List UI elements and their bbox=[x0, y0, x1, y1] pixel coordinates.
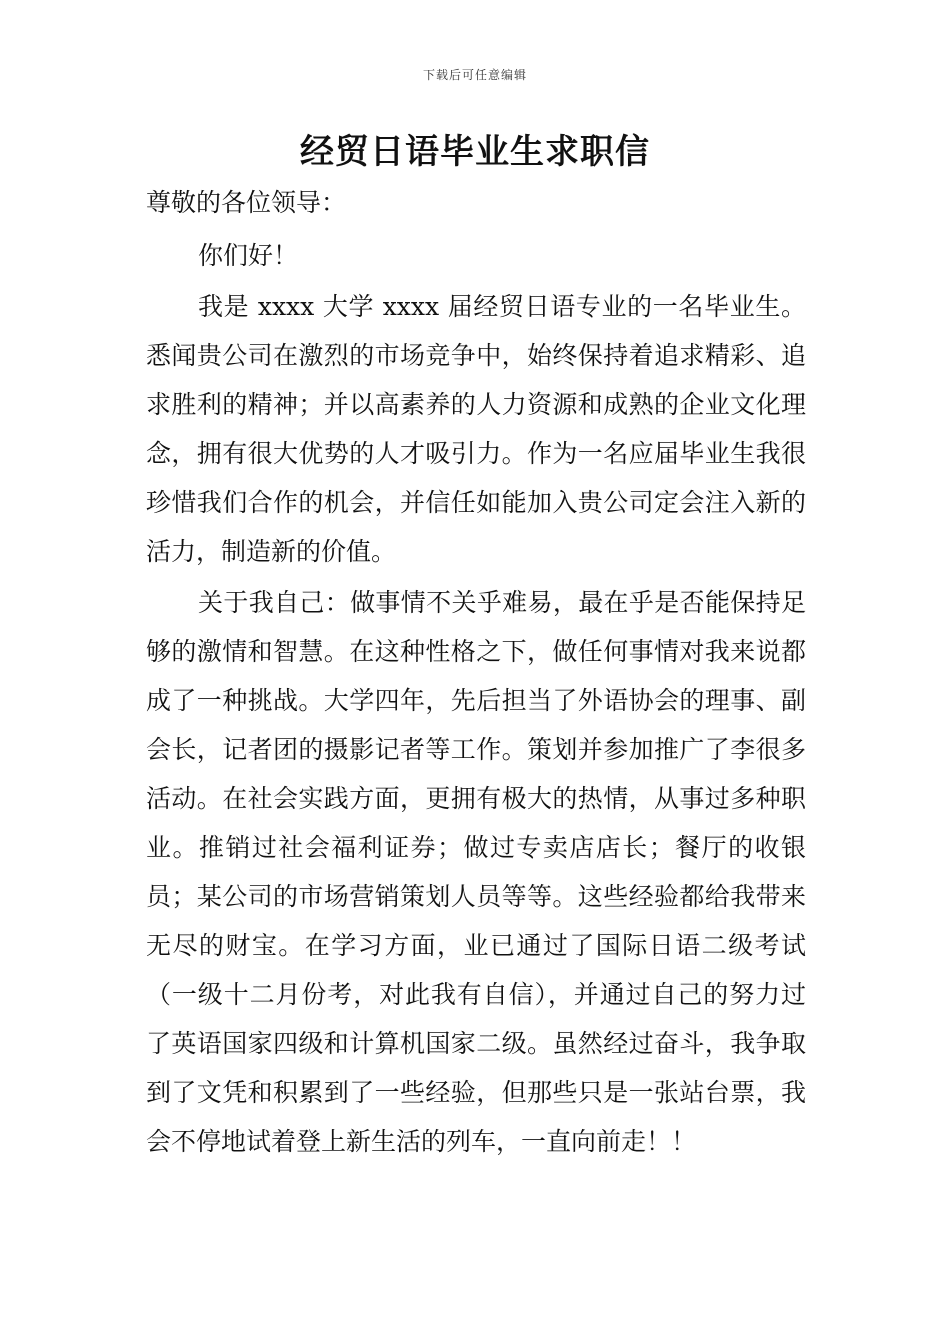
letter-body bbox=[146, 178, 806, 1166]
letter-paragraph-intro: 我是 xxxx 大学 xxxx 届经贸日语专业的一名毕业生。悉闻贵公司在激烈的市场竞争中，始终保持着追求精彩、追求胜利的精神；并以高素养的人力资源和成熟的企业文化理念，拥有很大优势的人才吸引力。作为一名应届毕业生我很珍惜我们合作的机会，并信任如能加入贵公司定会注入新的活力，制造新的价值。 bbox=[146, 292, 806, 566]
letter-paragraph-about-me: 关于我自己：做事情不关乎难易，最在乎是否能保持足够的激情和智慧。在这种性格之下，做任何事情对我来说都成了一种挑战。大学四年，先后担当了外语协会的理事、副会长，记者团的摄影记者等工作。策划并参加推广了李很多活动。在社会实践方面，更拥有极大的热情，从事过多种职业。推销过社会福利证券；做过专卖店店长；餐厅的收银员；某公司的市场营销策划人员等等。这些经验都给我带来无尽的财宝。在学习方面，业已通过了国际日语二级考试（一级十二月份考，对此我有自信），并通过自己的努力过了英语国家四级和计算机国家二级。虽然经过奋斗，我争取到了文凭和积累到了一些经验，但那些只是一张站台票，我会不停地试着登上新生活的列车，一直向前走！！ bbox=[146, 588, 806, 1156]
letter-greeting: 你们好！ bbox=[198, 241, 299, 270]
header-note: 下载后可任意编辑 bbox=[422, 68, 527, 82]
letter-salutation: 尊敬的各位领导： bbox=[146, 188, 347, 217]
document-title: 经贸日语毕业生求职信 bbox=[300, 132, 650, 172]
